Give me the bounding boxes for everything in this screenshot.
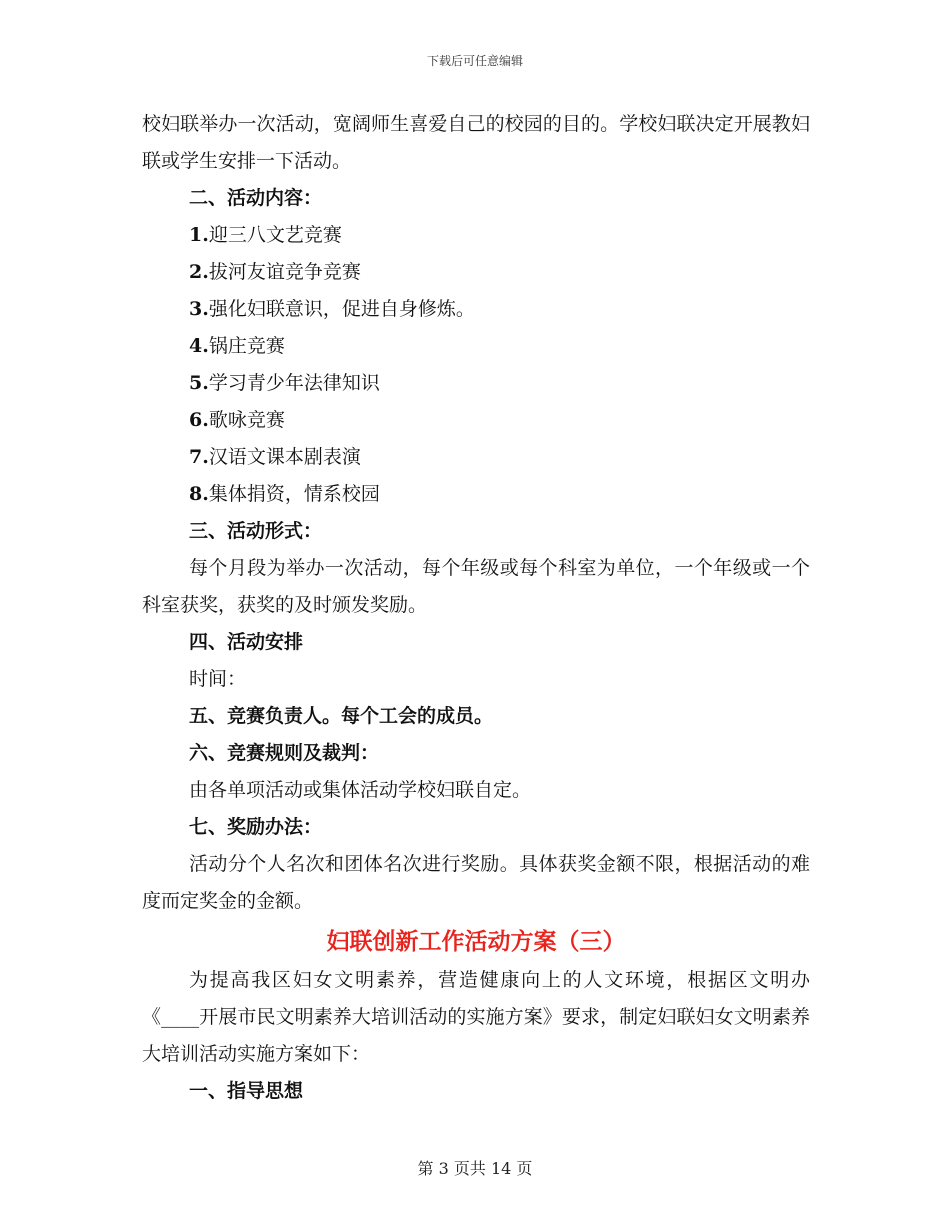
section-heading-schedule: 四、活动安排 [189,631,304,653]
list-number: 8. [189,483,209,505]
section-heading-form: 三、活动形式： [189,520,323,542]
list-text: 迎三八文艺竞赛 [208,224,342,246]
list-number: 5. [189,372,209,394]
list-item [142,254,810,291]
list-text: 锅庄竞赛 [208,335,285,357]
rules-paragraph: 由各单项活动或集体活动学校妇联自定。 [189,779,532,801]
plan-intro-paragraph: 为提高我区妇女文明素养，营造健康向上的人文环境，根据区文明办《____开展市民文明素养大培训活动的实施方案》要求，制定妇联妇女文明素养大培训活动实施方案如下： [142,969,810,1065]
page-header: 下载后可任意编辑 [426,54,523,68]
list-text: 汉语文课本剧表演 [208,446,361,468]
activity-list [142,217,810,513]
list-item [142,476,810,513]
list-item [142,291,810,328]
document-body [142,106,810,1110]
list-number: 4. [189,335,209,357]
intro-paragraph: 校妇联举办一次活动，宽阔师生喜爱自己的校园的目的。学校妇联决定开展教妇联或学生安排一下活动。 [142,113,810,172]
section-heading-content: 二、活动内容： [189,187,323,209]
list-number: 6. [189,409,209,431]
section-heading-guiding: 一、指导思想 [189,1080,304,1102]
section-heading-leader: 五、竞赛负责人。每个工会的成员。 [189,705,494,727]
list-item [142,365,810,402]
schedule-paragraph: 时间： [189,668,247,690]
list-number: 1. [189,224,209,246]
plan-title: 妇联创新工作活动方案（三） [326,928,626,955]
rewards-paragraph: 活动分个人名次和团体名次进行奖励。具体获奖金额不限，根据活动的难度而定奖金的金额。 [142,853,810,912]
list-number: 2. [189,261,209,283]
list-text: 歌咏竞赛 [208,409,285,431]
section-heading-rewards: 七、奖励办法： [189,816,323,838]
list-text: 集体捐资，情系校园 [208,483,380,505]
list-number: 3. [189,298,209,320]
list-text: 拔河友谊竞争竞赛 [208,261,361,283]
list-item [142,217,810,254]
list-text: 学习青少年法律知识 [208,372,380,394]
section-heading-rules: 六、竞赛规则及裁判： [189,742,380,764]
list-item [142,402,810,439]
form-paragraph: 每个月段为举办一次活动，每个年级或每个科室为单位，一个年级或一个科室获奖，获奖的及时颁发奖励。 [142,557,810,616]
page-footer: 第 3 页共 14 页 [417,1159,533,1178]
list-item [142,439,810,476]
list-text: 强化妇联意识，促进自身修炼。 [208,298,475,320]
list-item [142,328,810,365]
list-number: 7. [189,446,209,468]
